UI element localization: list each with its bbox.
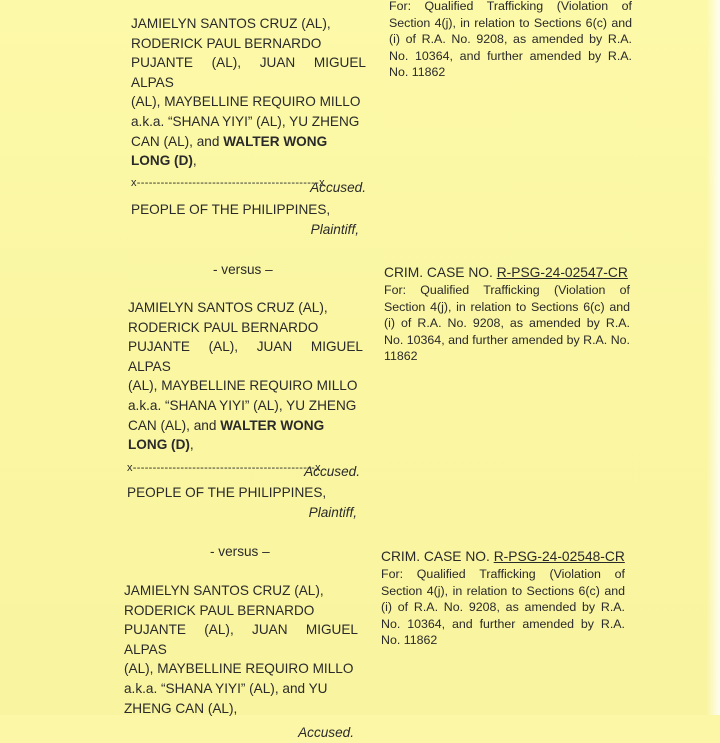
plaintiff-label: Plaintiff, xyxy=(308,504,357,520)
accused-line: RODERICK PAUL BERNARDO xyxy=(124,602,315,618)
charge-block-2 xyxy=(384,264,630,365)
plaintiff-name: PEOPLE OF THE PHILIPPINES, xyxy=(127,485,327,500)
case-prefix: CRIM. CASE NO. xyxy=(384,265,493,280)
accused-line-last xyxy=(131,132,366,152)
accused-line-last xyxy=(128,416,363,436)
accused-block-1 xyxy=(131,14,366,197)
versus-label: - versus – xyxy=(210,544,270,559)
accused-line: CAN (AL), and xyxy=(128,417,217,433)
case-number-line xyxy=(381,548,625,566)
accused-name-bold: LONG (D) xyxy=(128,437,190,453)
case-prefix: CRIM. CASE NO. xyxy=(381,549,490,564)
accused-line: a.k.a. “SHANA YIYI” (AL), YU ZHENG xyxy=(128,397,357,413)
charge-text: For: Qualified Trafficking (Violation of Section 4(j), in relation to Sections 6(c) and (i) of R.A. No. 9208, as amended by R.A. No. 10364, and further amended by R.A. No. 11862 xyxy=(384,283,630,364)
plaintiff-name: PEOPLE OF THE PHILIPPINES, xyxy=(131,202,331,217)
page-edge-glare xyxy=(706,0,720,715)
accused-label: Accused. xyxy=(304,463,360,479)
plaintiff-block-3 xyxy=(127,483,357,522)
accused-label: Accused. xyxy=(298,725,354,741)
accused-line: PUJANTE (AL), JUAN MIGUEL ALPAS xyxy=(128,339,363,374)
charge-block-3 xyxy=(381,548,625,649)
accused-name-bold: WALTER WONG xyxy=(220,417,325,433)
accused-line-bold-end: LONG (D), xyxy=(128,437,194,453)
charge-text: For: Qualified Trafficking (Violation of Section 4(j), in relation to Sections 6(c) and (i) of R.A. No. 9208, as amended by R.A. No. 10364, and further amended by R.A. No. 11862 xyxy=(389,0,632,80)
accused-block-3 xyxy=(124,581,358,743)
case-number-line xyxy=(384,264,630,282)
case-number: R-PSG-24-02547-CR xyxy=(496,265,628,280)
separator: x----------------------------------------------x xyxy=(131,177,325,189)
accused-line: PUJANTE (AL), JUAN MIGUEL ALPAS xyxy=(124,622,358,657)
accused-name-bold: LONG (D) xyxy=(131,153,193,169)
accused-line: (AL), MAYBELLINE REQUIRO MILLO xyxy=(131,94,361,110)
case-number: R-PSG-24-02548-CR xyxy=(493,549,625,564)
accused-line: RODERICK PAUL BERNARDO xyxy=(131,35,322,51)
accused-line: a.k.a. “SHANA YIYI” (AL), YU ZHENG xyxy=(131,113,360,129)
versus-label: - versus – xyxy=(213,262,273,277)
accused-name-bold: WALTER WONG xyxy=(223,133,328,149)
separator: x----------------------------------------------x xyxy=(127,462,321,474)
charge-text: For: Qualified Trafficking (Violation of Section 4(j), in relation to Sections 6(c) and (i) of R.A. No. 9208, as amended by R.A. No. 10364, and further amended by R.A. No. 11862 xyxy=(381,567,625,648)
accused-line: RODERICK PAUL BERNARDO xyxy=(128,319,319,335)
accused-line: a.k.a. “SHANA YIYI” (AL), and YU xyxy=(124,680,328,696)
plaintiff-block-2 xyxy=(131,200,359,239)
accused-label: Accused. xyxy=(310,179,366,195)
accused-line: JAMIELYN SANTOS CRUZ (AL), xyxy=(128,300,328,315)
accused-line: JAMIELYN SANTOS CRUZ (AL), xyxy=(124,583,324,598)
accused-line: (AL), MAYBELLINE REQUIRO MILLO xyxy=(124,661,354,677)
accused-block-2 xyxy=(128,298,363,481)
accused-line: PUJANTE (AL), JUAN MIGUEL ALPAS xyxy=(131,55,366,90)
charge-block-1 xyxy=(389,0,632,81)
accused-line-bold-end: LONG (D), xyxy=(131,153,197,169)
accused-line: JAMIELYN SANTOS CRUZ (AL), xyxy=(131,16,331,31)
plaintiff-label: Plaintiff, xyxy=(310,221,359,237)
accused-line: CAN (AL), and xyxy=(131,133,220,149)
accused-line: ZHENG CAN (AL), xyxy=(124,700,238,716)
accused-line: (AL), MAYBELLINE REQUIRO MILLO xyxy=(128,378,358,394)
